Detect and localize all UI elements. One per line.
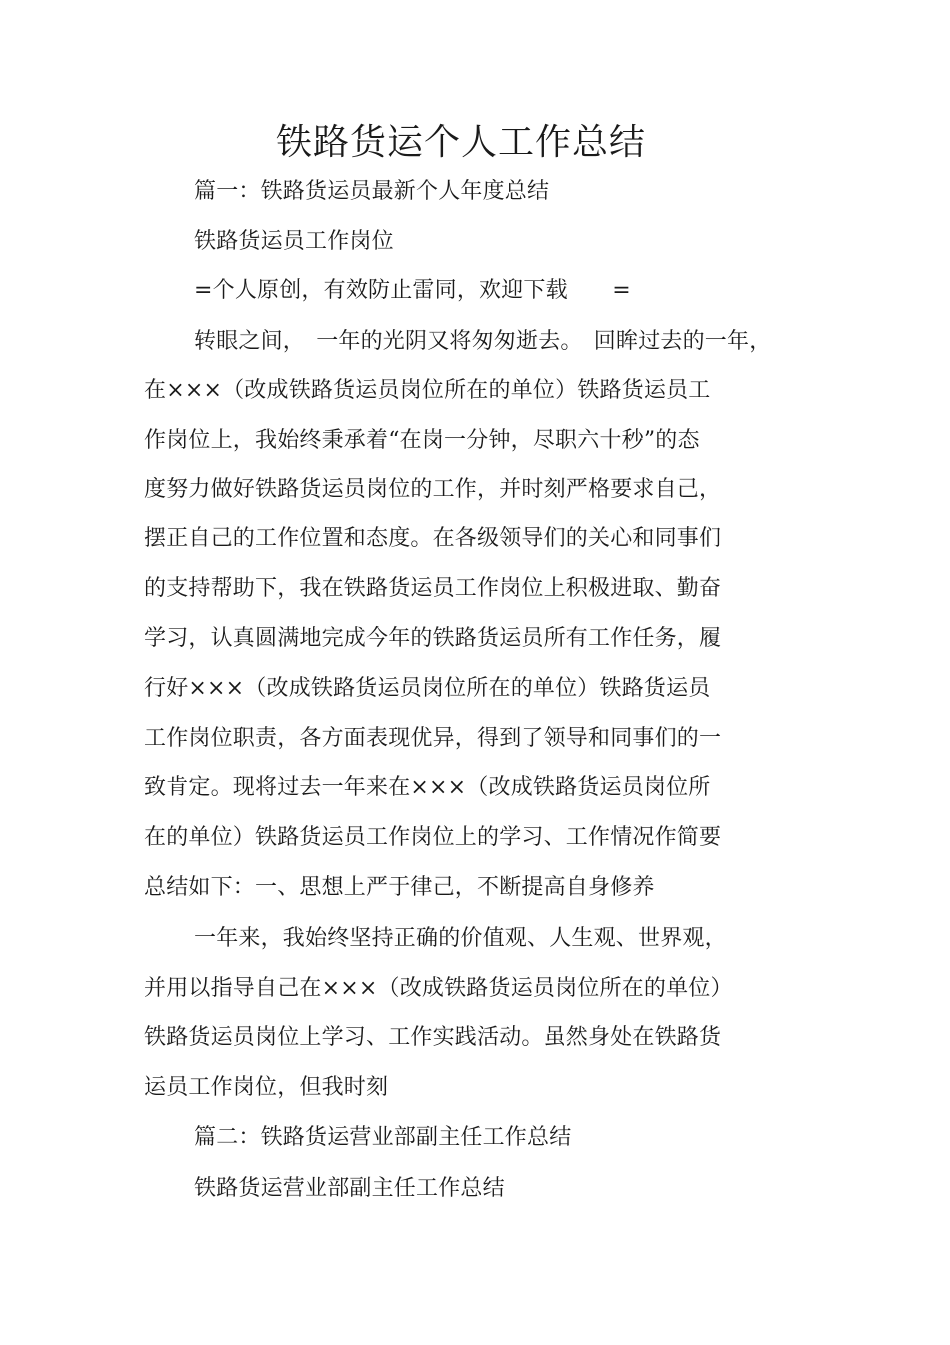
paragraph-line: 并用以指导自己在×××（改成铁路货运员岗位所在的单位） [144,976,733,1001]
paragraph-line: 铁路货运营业部副主任工作总结 [194,1176,505,1201]
paragraph-line: 度努力做好铁路货运员岗位的工作，并时刻严格要求自己， [144,477,722,502]
section-heading: 篇一：铁路货运员最新个人年度总结 [194,179,550,204]
paragraph-line: 致肯定。现将过去一年来在×××（改成铁路货运员岗位所 [144,775,711,800]
paragraph-line: 在×××（改成铁路货运员岗位所在的单位）铁路货运员工 [144,378,711,403]
paragraph-line: 的支持帮助下，我在铁路货运员工作岗位上积极进取、勤奋 [144,576,722,601]
paragraph-line: 学习，认真圆满地完成今年的铁路货运员所有工作任务，履 [144,626,722,651]
paragraph-line: 工作岗位职责，各方面表现优异，得到了领导和同事们的一 [144,726,722,751]
paragraph-line: =个人原创，有效防止雷同，欢迎下载 = [194,278,631,303]
paragraph-line: 行好×××（改成铁路货运员岗位所在的单位）铁路货运员 [144,676,711,701]
document-title: 铁路货运个人工作总结 [275,122,646,163]
paragraph-line: 铁路货运员工作岗位 [194,229,394,254]
section-heading: 篇二：铁路货运营业部副主任工作总结 [194,1125,572,1150]
paragraph-line: 一年来，我始终坚持正确的价值观、人生观、世界观， [194,926,727,951]
paragraph-line: 转眼之间， 一年的光阴又将匆匆逝去。 回眸过去的一年， [194,329,772,354]
paragraph-line: 摆正自己的工作位置和态度。在各级领导们的关心和同事们 [144,526,722,551]
paragraph-line: 铁路货运员岗位上学习、工作实践活动。虽然身处在铁路货 [144,1025,722,1050]
paragraph-line: 运员工作岗位，但我时刻 [144,1075,389,1100]
paragraph-line: 总结如下：一、思想上严于律己，不断提高自身修养 [144,875,655,900]
paragraph-line: 作岗位上，我始终秉承着“在岗一分钟，尽职六十秒”的态 [144,428,700,453]
paragraph-line: 在的单位）铁路货运员工作岗位上的学习、工作情况作简要 [144,825,722,850]
